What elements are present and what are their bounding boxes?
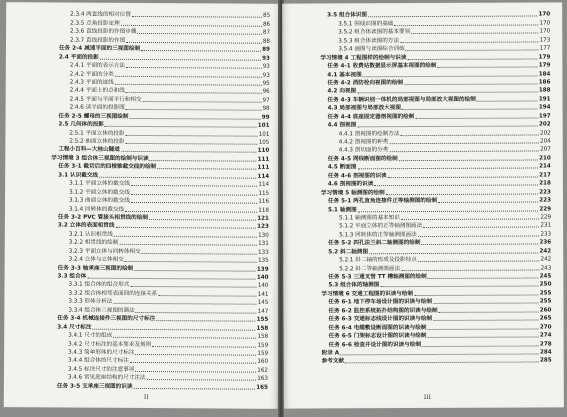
toc-entry-page: 242	[540, 256, 552, 263]
toc-entry-title: 学习情境 3 组合体三视图的绘制与识读	[51, 155, 149, 162]
dot-leader	[87, 278, 256, 280]
toc-entry-title: 4.3 局部视图与局部放大视图	[327, 105, 401, 112]
toc-entry-page: 145	[257, 300, 269, 307]
toc-entry-title: 参考文献	[321, 358, 345, 365]
dot-leader	[421, 244, 538, 246]
dot-leader	[119, 244, 257, 246]
toc-entry-title: 3.4.2 尺寸标注的基本要求及规则	[68, 341, 152, 348]
dot-leader	[135, 371, 256, 373]
toc-entry-page: 86	[262, 21, 271, 28]
toc-entry-page: 177	[539, 45, 551, 52]
toc-entry-title: 任务 6-1 地下停车场设计图的识读与绘制	[328, 299, 432, 306]
toc-entry-page: 242	[539, 248, 552, 255]
toc-entry-title: 2.3.7 直线投影的作图	[69, 37, 126, 44]
toc-entry-page: 135	[257, 257, 269, 264]
toc-entry-title: 3.3.1 组合体的组合形式	[68, 281, 130, 289]
toc-entry-page: 140	[257, 283, 269, 290]
toc-entry-title: 4.4 剖视图	[327, 122, 357, 129]
toc-entry-page: 217	[539, 172, 551, 179]
toc-entry-title: 3.2.2 相贯线的绘制	[68, 239, 119, 247]
toc-entry-title: 工程小百科—大桂山隧道	[58, 146, 120, 154]
toc-entry-page: 179	[538, 62, 551, 69]
toc-entry-title: 3.5.3 组合体读图的方法	[338, 37, 400, 45]
toc-entry-page: 116	[258, 198, 270, 205]
toc-entry-title: 2.4.1 平面的表示方法	[69, 62, 126, 69]
dot-leader	[136, 312, 257, 314]
dot-leader	[137, 33, 262, 35]
dot-leader	[423, 227, 539, 229]
toc-entry-page: 111	[257, 165, 270, 172]
toc-entry-page: 229	[539, 205, 552, 212]
toc-entry-page: 204	[540, 138, 551, 145]
toc-entry-page: 250	[539, 281, 552, 288]
dot-leader	[418, 235, 540, 237]
left-page	[4, 2, 280, 409]
toc-entry-title: 2.4.2 平面的分类	[69, 71, 114, 78]
toc-entry-title: 3.1.4 回转体的截交线	[68, 206, 125, 213]
dot-leader	[374, 185, 538, 187]
toc-entry-title: 3.4 尺寸标注	[57, 324, 92, 331]
toc-entry-title: 任务 5-2 四孔法兰斜二轴测图的绘制	[328, 240, 421, 247]
dot-leader	[389, 142, 539, 144]
toc-entry-title: 附录 A	[321, 350, 340, 357]
toc-entry-page: 223	[539, 197, 551, 204]
toc-entry-title: 3.4.6 常见底座结构的尺寸注法	[67, 374, 146, 382]
toc-entry-page: 278	[539, 340, 552, 347]
toc-entry-page: 229	[540, 214, 552, 221]
dot-leader	[156, 320, 255, 322]
toc-entry-page: 243	[540, 265, 552, 272]
toc-entry-title: 2.4.4 平面上的点和线	[69, 87, 125, 95]
dot-leader	[428, 277, 539, 278]
dot-leader	[439, 311, 539, 312]
toc-entry-page: 93	[262, 55, 270, 62]
toc-entry-page: 95	[262, 80, 270, 87]
dot-leader	[406, 50, 539, 52]
toc-entry-title: 3.2.1 认识相贯线	[68, 231, 113, 238]
toc-entry-title: 任务 6-2 监控系统拓扑结构图的识读与绘制	[328, 307, 438, 315]
dot-leader	[126, 109, 262, 111]
toc-entry-title: 任务 3-4 机械连接件三视图的尺寸标注	[57, 315, 156, 323]
toc-entry-title: 任务 2-4 减速平面的三视图绘制	[58, 45, 141, 53]
toc-entry-title: 4.5 断面图	[327, 164, 357, 171]
toc-entry-title: 3.3.3 形体分析法	[68, 298, 113, 306]
toc-entry-title: 任务 2-5 螺母的三视图绘制	[58, 113, 129, 120]
toc-entry-title: 4.2 向视图	[327, 88, 357, 95]
dot-leader	[121, 25, 262, 27]
toc-entry-title: 任务 3-5 支承座三视图的识读	[56, 383, 133, 390]
toc-entry-page: 88	[262, 38, 271, 45]
toc-entry-title: 3.3 组合体	[57, 273, 87, 280]
toc-entry-title: 3.5.1 围线识图的基础	[338, 21, 394, 28]
dot-leader	[146, 379, 256, 381]
dot-leader	[115, 84, 262, 86]
toc-entry-title: 2.4.6 读平面的投影图	[69, 104, 125, 112]
table-of-contents-left	[50, 10, 270, 391]
toc-entry-title: 5.2.2 斜二等轴测图画法	[339, 265, 401, 272]
toc-entry-title: 5.1.1 轴测图的基本知识	[339, 215, 400, 222]
toc-entry-title: 4.4.1 剖视图的绘制方法	[338, 130, 400, 137]
right-page	[282, 2, 564, 408]
toc-entry-page: 245	[539, 273, 552, 280]
dot-leader	[388, 176, 539, 178]
toc-entry-page: 118	[258, 207, 269, 214]
toc-entry-title: 5.1.3 回转体的正等轴测图画法	[339, 231, 417, 239]
toc-entry-page: 123	[257, 224, 269, 231]
toc-entry-title: 任务 4-1 收费站数据显示屏基本视图的绘制	[327, 63, 437, 70]
toc-entry-page: 158	[256, 325, 269, 332]
page-number-right: III	[423, 393, 431, 401]
toc-entry-page: 101	[257, 122, 270, 129]
toc-entry-title: 2.3.6 直线投影的作图步骤	[70, 28, 137, 36]
page-number-left: II	[143, 394, 149, 402]
dot-leader	[100, 58, 261, 60]
toc-entry-title: 任务 6-6 检查井设计图的识读与绘制	[328, 341, 421, 348]
toc-entry-page: 285	[539, 357, 552, 364]
dot-leader	[438, 202, 538, 203]
toc-entry-title: 学习情境 4 工程图样的绘制与识读	[320, 54, 407, 62]
toc-entry-title: 任务 3-3 轴承座三视图的绘制	[57, 265, 134, 272]
toc-entry-page: 170	[538, 11, 551, 18]
toc-entry-title: 任务 4-2 消防栓向视图的绘制	[327, 80, 404, 87]
toc-entry-title: 5.3 组合体的轴测图	[328, 282, 380, 289]
toc-entry-page: 231	[540, 222, 552, 229]
dot-leader	[152, 346, 256, 348]
dot-leader	[99, 176, 256, 178]
dot-leader	[415, 117, 538, 119]
toc-entry-page: 121	[257, 215, 269, 222]
dot-leader	[433, 303, 539, 304]
dot-leader	[143, 101, 262, 103]
toc-entry-page: 114	[258, 181, 270, 188]
toc-entry-title: 3.4.5 标注尺寸的注意事项	[67, 366, 135, 373]
dot-leader	[358, 210, 539, 212]
dot-leader	[357, 126, 538, 128]
dot-leader	[149, 219, 256, 221]
dot-leader	[121, 151, 257, 153]
dot-leader	[369, 252, 538, 254]
toc-entry-title: 3.5.4 画图与读图综合训练	[338, 46, 405, 53]
toc-entry-title: 3.1.3 曲面立体的截交线	[69, 197, 130, 204]
toc-entry-page: 111	[257, 156, 270, 163]
toc-entry-title: 任务 6-3 交通标志线设计图的识读与绘制	[328, 316, 433, 323]
toc-entry-page: 140	[256, 274, 269, 281]
dot-leader	[363, 75, 538, 77]
toc-entry-title: 3.3.4 组合体三视图的画法	[68, 307, 135, 314]
toc-entry-title: 任务 5-1 两孔直角连接件正等轴测图的绘制	[327, 198, 438, 205]
dot-leader	[414, 294, 539, 296]
toc-entry-title: 2.5.1 平面立体的投影	[69, 130, 125, 137]
toc-entry-page: 133	[258, 249, 269, 256]
toc-entry-title: 5.2.1 斜二轴的形成及投影特点	[339, 257, 417, 264]
toc-entry-page: 284	[539, 349, 552, 356]
dot-leader	[130, 286, 257, 288]
toc-entry-page: 115	[258, 190, 270, 197]
toc-entry-title: 3.4.3 简单形体的尺寸标注	[68, 349, 135, 356]
toc-entry-page: 131	[258, 240, 269, 248]
toc-entry-page: 173	[539, 37, 551, 44]
toc-entry-page: 255	[539, 298, 552, 305]
dot-leader	[380, 286, 538, 288]
dot-leader	[438, 67, 538, 68]
dot-leader	[113, 303, 256, 305]
dot-leader	[357, 92, 538, 94]
toc-entry-page: 105	[258, 139, 270, 146]
toc-entry-page: 236	[539, 239, 552, 246]
toc-entry-title: 4.4.2 剖视图的种类	[338, 139, 389, 146]
toc-entry-title: 任务 5-3 三通叉管 TT 槽轴测图的绘制	[328, 273, 427, 281]
dot-leader	[394, 24, 538, 26]
dot-leader	[402, 109, 538, 111]
dot-leader	[357, 168, 538, 170]
dot-leader	[134, 270, 256, 272]
toc-entry-page: 155	[256, 316, 269, 323]
dot-leader	[150, 160, 257, 162]
toc-entry-page: 255	[539, 290, 552, 297]
toc-entry-title: 4.1 基本视图	[327, 71, 362, 78]
toc-entry-page: 101	[258, 131, 270, 138]
toc-entry-page: 265	[539, 315, 552, 322]
toc-entry-page: 207	[540, 146, 551, 153]
dot-leader	[129, 118, 260, 120]
toc-entry-title: 3.4.4 组合体的尺寸标注	[68, 357, 129, 365]
dot-leader	[115, 75, 262, 77]
toc-entry-title: 2.3.5 点角投影定理	[70, 20, 120, 27]
dot-leader	[125, 261, 257, 263]
dot-leader	[131, 202, 258, 204]
toc-entry-page: 210	[539, 155, 551, 162]
toc-entry-title: 任务 4-6 剖视图的识读	[327, 172, 387, 180]
toc-entry-page: 93	[262, 72, 270, 79]
dot-leader	[400, 134, 539, 136]
toc-entry-title: 3.5.2 组合体读图的基本要领	[338, 29, 411, 36]
dot-leader	[131, 185, 258, 187]
dot-leader	[427, 328, 538, 329]
toc-entry-title: 任务 3-1 截切后的四棱锥截交线的绘制	[58, 163, 157, 171]
toc-entry-page: 87	[262, 30, 271, 37]
toc-entry-page: 99	[261, 114, 270, 121]
dot-leader	[105, 126, 257, 128]
toc-entry-title: 4.6 剖视图的识读	[327, 181, 374, 188]
dot-leader	[386, 193, 539, 195]
dot-leader	[422, 345, 539, 347]
toc-entry-title: 3.1.1 平面立体的截交线	[69, 180, 130, 188]
toc-entry-page: 179	[538, 54, 551, 61]
dot-leader	[130, 362, 257, 364]
dot-leader	[114, 236, 257, 238]
toc-entry-title: 任务 3-2 PVC 管接头相贯线的绘制	[57, 214, 148, 221]
dot-leader	[407, 58, 537, 60]
toc-entry-page: 191	[538, 96, 551, 103]
toc-entry-page: 130	[258, 232, 269, 239]
toc-entry-page: 218	[539, 180, 551, 187]
dot-leader	[477, 100, 538, 101]
toc-entry-page: 260	[539, 307, 552, 314]
dot-leader	[400, 41, 539, 43]
toc-entry-title: 任务 4-3 车辆识别一体机的局部视图与局部放大视图的绘制	[327, 96, 476, 104]
toc-entry-title: 5.1.2 平面立体的正等轴测图画法	[339, 223, 423, 230]
toc-entry-title: 4.4.3 剖切面的分类	[338, 147, 389, 154]
dot-leader	[157, 168, 256, 170]
toc-entry-page: 147	[257, 308, 269, 315]
dot-leader	[126, 42, 262, 44]
toc-entry-page: 139	[256, 266, 269, 273]
toc-entry-title: 任务 6-5 门架标志设计图的识读与绘制	[328, 333, 427, 340]
toc-entry-title: 2.5 几何体的投影	[58, 121, 104, 128]
toc-entry-page: 202	[539, 130, 551, 137]
toc-entry-title: 2.5.2 曲面立体的投影	[69, 138, 125, 145]
toc-entry-title: 3.5 组合体识图	[327, 12, 368, 19]
dot-leader	[399, 159, 538, 161]
dot-leader	[389, 151, 539, 153]
dot-leader	[115, 227, 256, 229]
toc-entry-page: 110	[257, 148, 270, 155]
toc-entry-page: 274	[539, 332, 552, 339]
toc-entry-page: 184	[538, 70, 551, 77]
toc-entry-title: 3.3.2 组合体相邻表面间的连接关系	[68, 290, 158, 297]
toc-entry-page: 159	[257, 350, 269, 357]
dot-leader	[418, 261, 540, 263]
dot-leader	[427, 337, 538, 338]
dot-leader	[345, 362, 539, 364]
dot-leader	[404, 83, 538, 85]
toc-entry-title: 5.1 轴测图	[328, 206, 357, 213]
toc-entry	[50, 382, 268, 392]
toc-entry-page: 162	[257, 367, 269, 374]
toc-entry-title: 3.2 立体的表面相贯线	[57, 222, 115, 230]
toc-entry-page: 188	[538, 87, 551, 94]
toc-entry-page: 194	[538, 104, 551, 111]
toc-entry-page: 96	[262, 89, 270, 96]
toc-entry-page: 170	[539, 28, 551, 35]
toc-entry-title: 3.4.1 尺寸的组成	[68, 332, 113, 339]
toc-entry-page: 186	[538, 79, 551, 86]
dot-leader	[142, 253, 257, 255]
dot-leader	[135, 354, 256, 356]
toc-entry-page: 170	[539, 20, 551, 27]
toc-entry-page: 159	[257, 342, 269, 349]
dot-leader	[158, 295, 257, 297]
toc-entry-page: 165	[256, 384, 268, 391]
toc-entry-page: 214	[539, 163, 551, 170]
toc-entry-page: 97	[262, 97, 270, 104]
toc-entry-page: 114	[257, 173, 270, 180]
toc-entry-title: 2.4.5 平面与平面平行和相交	[69, 96, 142, 103]
dot-leader	[132, 16, 262, 18]
toc-entry-page: 223	[539, 189, 551, 196]
toc-entry-title: 2.4.3 平面的迹线	[69, 79, 114, 86]
toc-entry-title: 学习情境 5 轴测图的绘制	[320, 189, 385, 197]
dot-leader	[401, 218, 540, 220]
toc-entry-title: 3.2.4 立体与立体相交	[68, 256, 124, 264]
toc-entry-title: 学习情境 6 交通工程图的识读与绘制	[321, 290, 414, 298]
toc-entry-title: 2.4 平面的投影	[58, 54, 99, 61]
toc-entry-page: 233	[540, 231, 552, 238]
toc-entry-page: 158	[257, 333, 269, 340]
dot-leader	[126, 143, 258, 145]
dot-leader	[125, 210, 257, 212]
dot-leader	[340, 353, 539, 355]
dot-leader	[368, 16, 537, 18]
dot-leader	[411, 33, 538, 35]
toc-entry-page: 93	[262, 63, 270, 70]
toc-entry-page: 85	[263, 13, 271, 20]
dot-leader	[92, 328, 255, 330]
toc-entry-title: 任务 4-4 底座固定器剖视图的绘制	[327, 113, 415, 121]
toc-entry-title: 3.1 认识截交线	[58, 172, 99, 179]
toc-entry-page: 197	[538, 113, 551, 120]
toc-entry-title: 3.2.3 平面立体与回转体相交	[68, 248, 141, 255]
toc-entry-page: 98	[262, 105, 270, 113]
toc-entry-title: 2.3.4 两直线的相对位置	[70, 11, 131, 19]
toc-entry-page: 160	[257, 359, 269, 366]
toc-entry-title: 3.1.2 平面立体的截交线	[69, 189, 130, 196]
toc-entry-title: 任务 6-4 电缆敷设断面图的识读与绘制	[328, 324, 427, 332]
dot-leader	[131, 194, 258, 196]
toc-entry-page: 202	[538, 121, 551, 128]
toc-entry-page: 89	[262, 46, 270, 53]
toc-entry	[322, 356, 552, 365]
toc-entry-title: 任务 4-5 网线断面图的绘制	[327, 155, 398, 163]
toc-entry-page: 163	[257, 375, 268, 383]
toc-entry-title: 5.2 斜二轴测图	[328, 248, 369, 256]
dot-leader	[126, 92, 262, 94]
dot-leader	[141, 50, 261, 52]
dot-leader	[133, 388, 255, 390]
dot-leader	[126, 134, 258, 136]
dot-leader	[113, 337, 256, 339]
dot-leader	[401, 269, 540, 271]
toc-entry-page: 270	[539, 324, 552, 331]
dot-leader	[126, 67, 262, 69]
table-of-contents-right	[320, 10, 552, 365]
toc-entry-page: 141	[257, 291, 269, 298]
dot-leader	[433, 320, 539, 321]
